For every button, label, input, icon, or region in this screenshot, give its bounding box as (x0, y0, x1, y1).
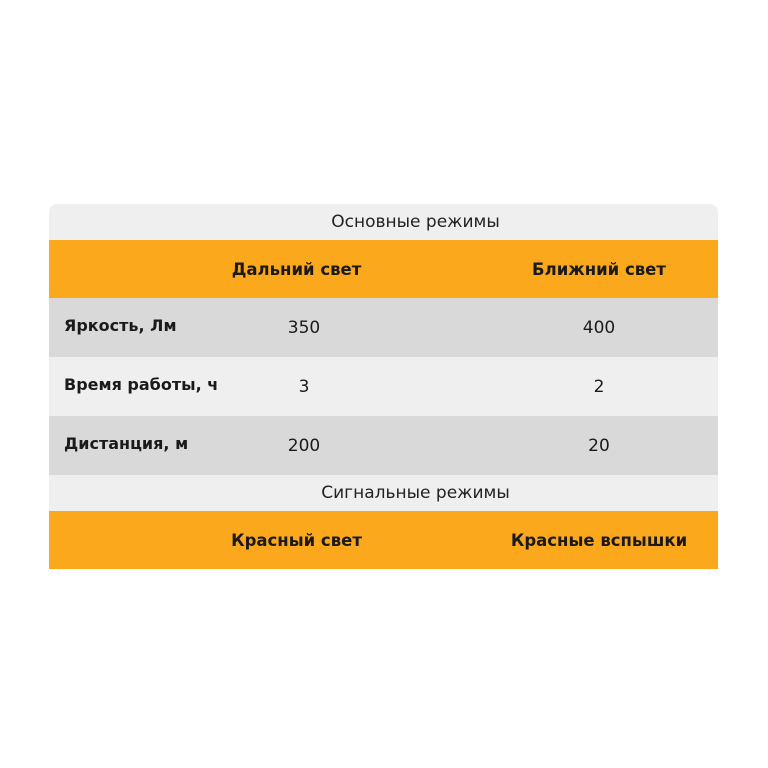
section-title-main-modes: Основные режимы (49, 204, 718, 240)
cell-value: 3 (298, 376, 310, 397)
cell-value: 2 (593, 376, 605, 397)
header-row-signal-modes (49, 511, 718, 569)
cell-value: 200 (287, 435, 321, 456)
cell-value: 400 (582, 317, 616, 338)
row-label: Яркость, Лм (64, 316, 177, 335)
table-row-brightness (49, 298, 718, 357)
column-header-high-beam: Дальний свет (231, 259, 362, 279)
column-header-red-light: Красный свет (231, 530, 362, 550)
row-label: Время работы, ч (64, 375, 219, 394)
cell-value: 350 (287, 317, 321, 338)
row-label: Дистанция, м (64, 434, 189, 453)
column-header-low-beam: Ближний свет (532, 259, 666, 279)
header-row-main-modes (49, 240, 718, 298)
table-row-runtime (49, 357, 718, 416)
section-title-signal-modes: Сигнальные режимы (49, 475, 718, 511)
table-row-distance (49, 416, 718, 475)
specs-table (49, 204, 718, 569)
column-header-red-flashes: Красные вспышки (510, 530, 688, 550)
cell-value: 20 (588, 435, 610, 456)
